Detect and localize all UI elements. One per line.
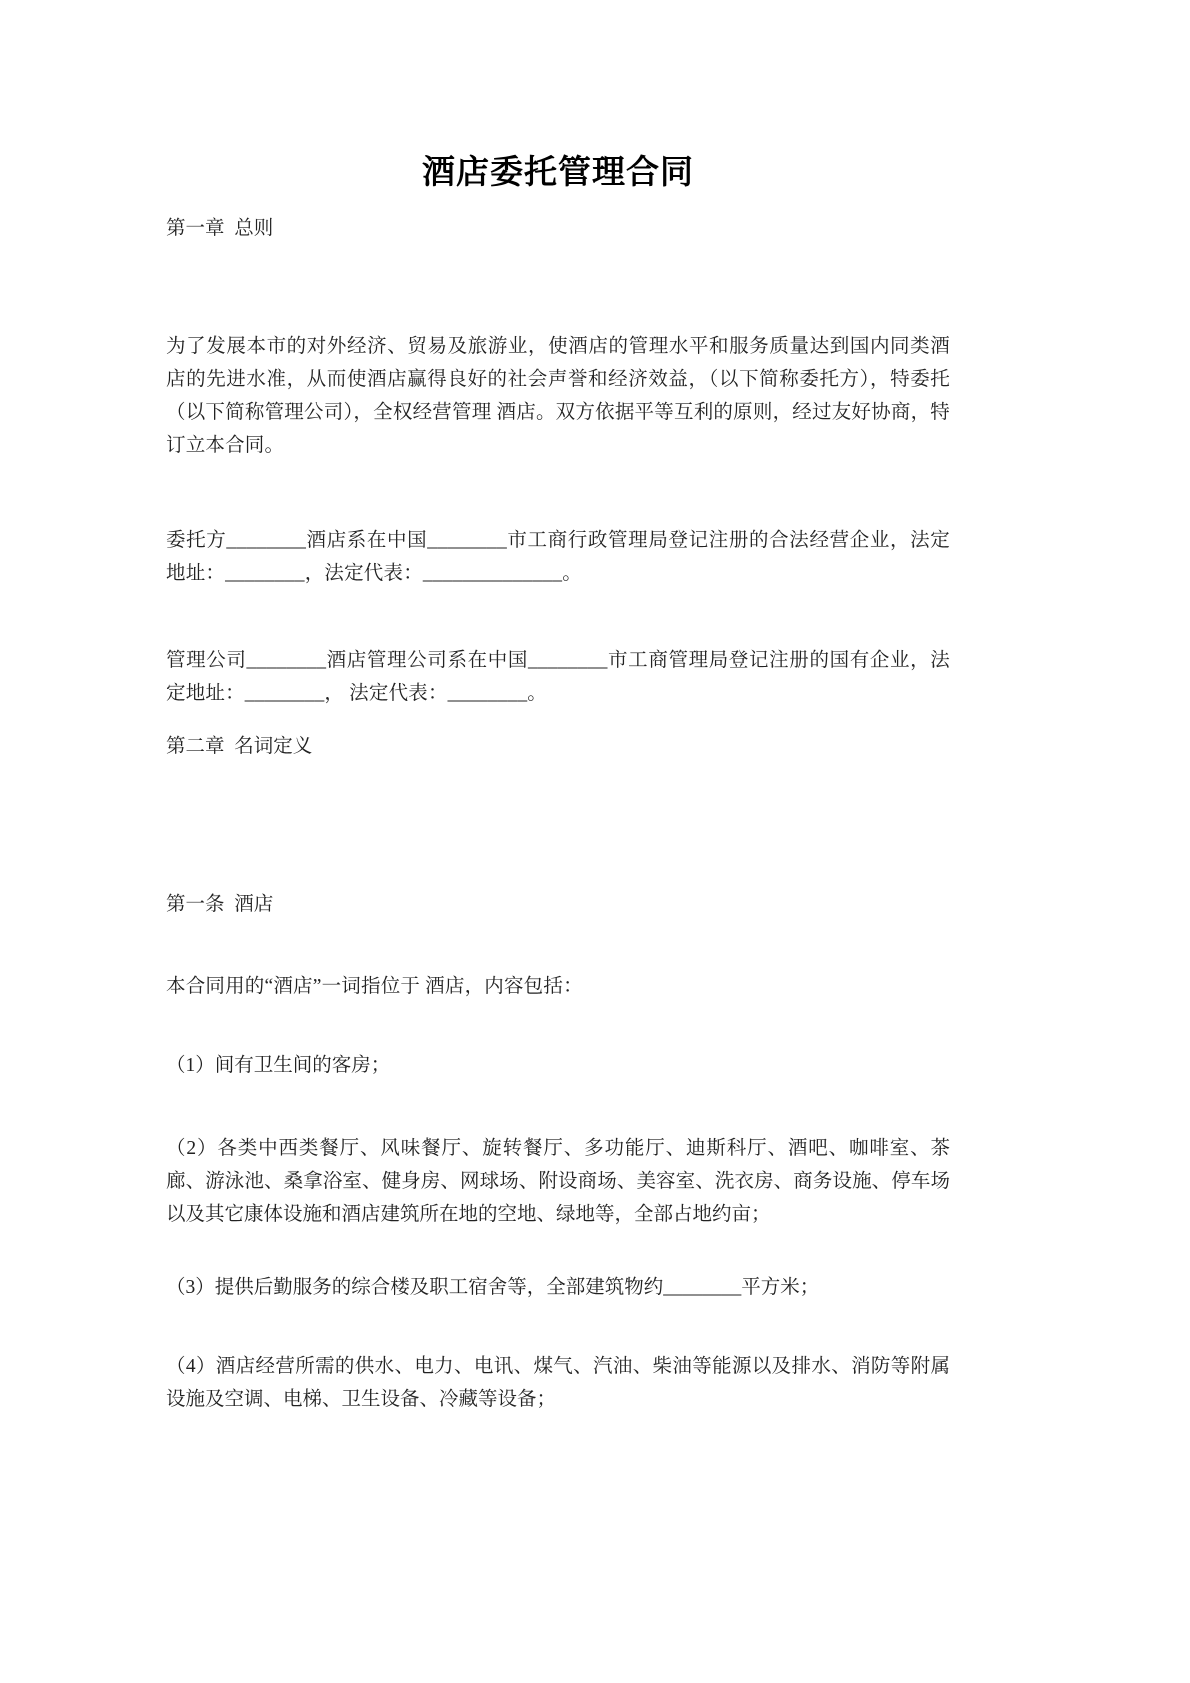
spacer xyxy=(166,1304,950,1350)
paragraph-preamble: 为了发展本市的对外经济、贸易及旅游业，使酒店的管理水平和服务质量达到国内同类酒店的先进水准，从而使酒店赢得良好的社会声誉和经济效益，（以下简称委托方），特委托 （以下简称管理公司），全权经营管理 酒店。双方依据平等互利的原则，经过友好协商，特订立本合同。 xyxy=(166,336,950,456)
chapter-heading-1: 第一章 总则 xyxy=(166,218,274,239)
spacer xyxy=(166,462,950,524)
list-item: （4）酒店经营所需的供水、电力、电讯、煤气、汽油、柴油等能源以及排水、消防等附属设施及空调、电梯、卫生设备、冷藏等设备； xyxy=(166,1356,950,1410)
spacer xyxy=(166,710,950,732)
spacer xyxy=(166,1003,950,1049)
article-heading-1: 第一条 酒店 xyxy=(166,894,274,915)
page-title: 酒店委托管理合同 xyxy=(422,153,694,190)
chapter-heading-2: 第二章 名词定义 xyxy=(166,736,313,757)
list-item: （1）间有卫生间的客房； xyxy=(166,1055,391,1076)
spacer xyxy=(166,920,950,970)
spacer xyxy=(166,1231,950,1271)
spacer xyxy=(166,192,950,214)
spacer xyxy=(166,244,950,330)
spacer xyxy=(166,1082,950,1132)
document-body xyxy=(166,0,950,1416)
list-item: （3）提供后勤服务的综合楼及职工宿舍等，全部建筑物约________平方米； xyxy=(166,1277,820,1298)
paragraph-article-1-intro: 本合同用的“酒店”一词指位于 酒店，内容包括： xyxy=(166,976,583,997)
list-item: （2）各类中西类餐厅、风味餐厅、旋转餐厅、多功能厅、迪斯科厅、酒吧、咖啡室、茶廊、游泳池、桑拿浴室、健身房、网球场、附设商场、美容室、洗衣房、商务设施、停车场以及其它康体设施和酒店建筑所在地的空地、绿地等，全部占地约亩； xyxy=(166,1138,950,1225)
paragraph-party-a: 委托方________酒店系在中国________市工商行政管理局登记注册的合法经营企业，法定地址：________，法定代表：______________。 xyxy=(166,530,950,584)
paragraph-party-b: 管理公司________酒店管理公司系在中国________市工商管理局登记注册的国有企业，法定地址：________， 法定代表：________。 xyxy=(166,650,950,704)
spacer xyxy=(166,762,950,890)
spacer xyxy=(166,590,950,644)
